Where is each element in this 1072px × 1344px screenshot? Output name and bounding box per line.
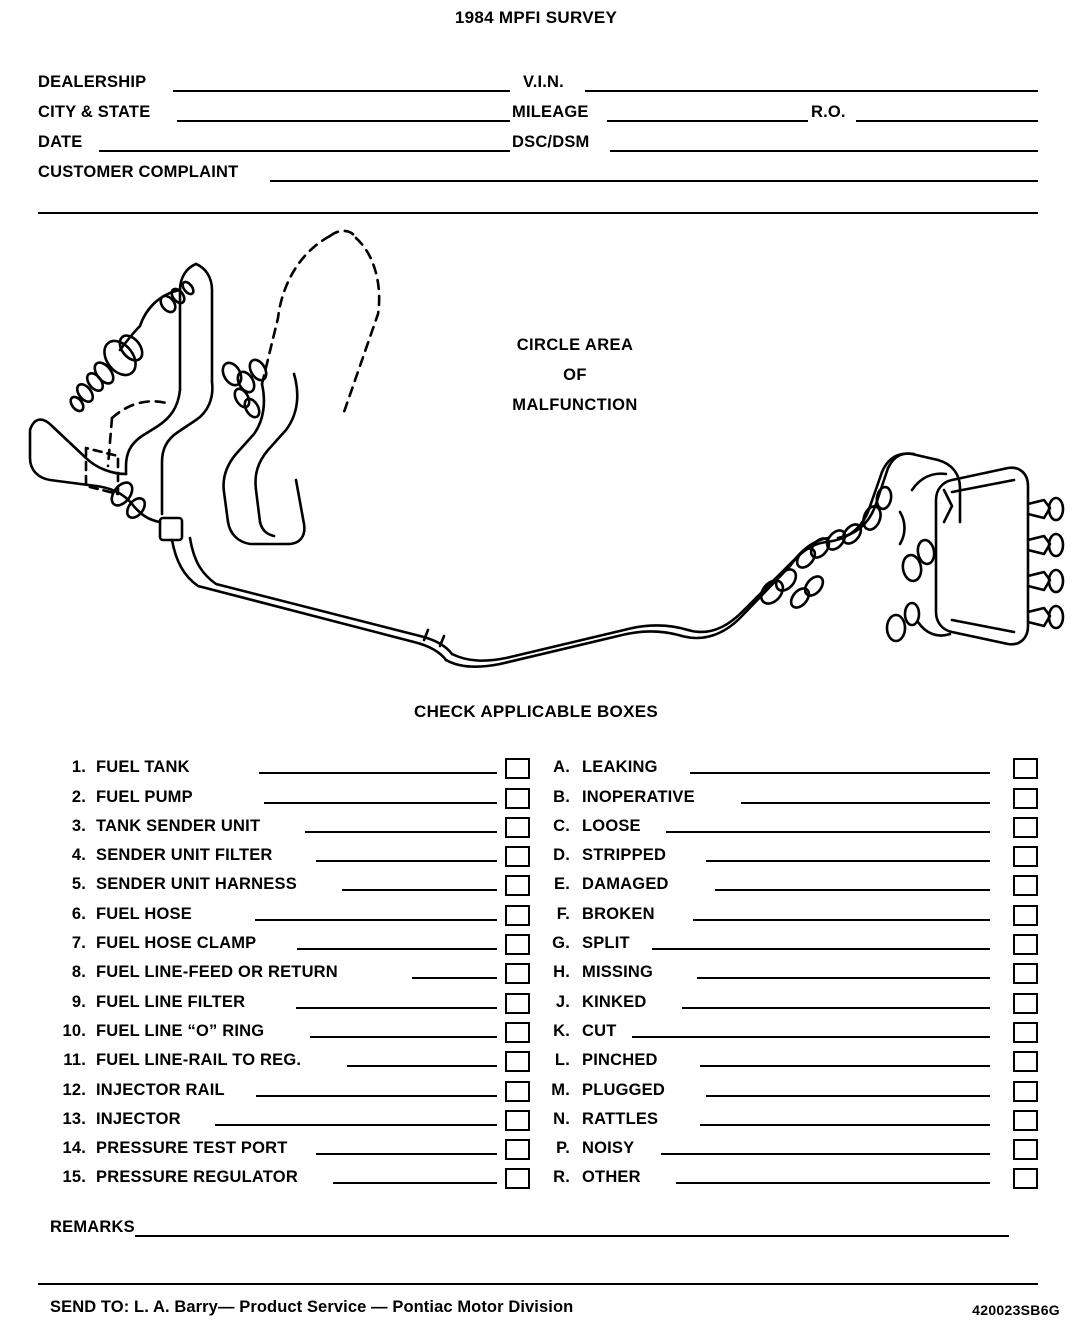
item-checkbox[interactable] [1013,1022,1038,1043]
checklist-item-condition-n[interactable] [542,1104,1038,1133]
item-fill-line[interactable] [259,772,497,774]
item-label: RATTLES [582,1109,659,1128]
item-fill-line[interactable] [682,1007,990,1009]
item-fill-line[interactable] [652,948,990,950]
item-number: 9. [71,992,86,1011]
item-checkbox[interactable] [505,934,530,955]
item-checkbox[interactable] [505,846,530,867]
item-fill-line[interactable] [661,1153,990,1155]
item-label: PLUGGED [582,1080,665,1099]
item-checkbox[interactable] [1013,1110,1038,1131]
check-applicable-boxes-heading: CHECK APPLICABLE BOXES [414,702,658,721]
item-number: K. [553,1021,570,1040]
item-checkbox[interactable] [1013,1168,1038,1189]
customer-complaint-second-line[interactable] [38,212,1038,214]
item-fill-line[interactable] [264,802,497,804]
item-number: A. [553,758,570,777]
checklist-item-component-8[interactable] [52,957,530,986]
item-number: 3. [71,816,86,835]
item-fill-line[interactable] [697,977,990,979]
item-label: FUEL LINE FILTER [96,992,246,1011]
date-input[interactable] [99,133,510,152]
item-fill-line[interactable] [676,1182,990,1184]
checklist-item-component-6[interactable] [52,898,530,927]
item-number: 15. [62,1168,86,1187]
item-label: STRIPPED [582,846,667,865]
item-label: INOPERATIVE [582,787,695,806]
item-label: NOISY [582,1139,635,1158]
item-checkbox[interactable] [505,905,530,926]
header-form [38,62,1038,182]
item-checkbox[interactable] [1013,905,1038,926]
item-checkbox[interactable] [1013,758,1038,779]
item-number: 4. [71,846,86,865]
checklist-item-component-15[interactable] [52,1162,530,1191]
item-checkbox[interactable] [505,1139,530,1160]
item-label: DAMAGED [582,875,669,894]
item-label: PINCHED [582,1051,658,1070]
dealership-input[interactable] [173,73,510,92]
item-fill-line[interactable] [741,802,990,804]
checklist-item-condition-h[interactable] [542,957,1038,986]
checklist-item-component-1[interactable] [52,752,530,781]
send-to-text: SEND TO: L. A. Barry— Product Service — Pontiac Motor Division [50,1298,574,1316]
item-fill-line[interactable] [316,1153,497,1155]
circle-note-line-1: CIRCLE AREA [516,336,634,354]
city-state-input[interactable] [177,103,510,122]
date-label: DATE [38,133,83,151]
header-row-city-mileage-ro [38,92,1038,122]
item-label: MISSING [582,963,654,982]
item-checkbox[interactable] [1013,1051,1038,1072]
checklist-item-condition-l[interactable] [542,1045,1038,1074]
checklist-item-condition-b[interactable] [542,781,1038,810]
item-fill-line[interactable] [412,977,497,979]
item-fill-line[interactable] [347,1065,497,1067]
remarks-second-line[interactable] [38,1283,1038,1285]
circle-note-line-3: MALFUNCTION [512,396,638,414]
checklist-item-component-9[interactable] [52,986,530,1015]
item-number: 5. [71,875,86,894]
item-checkbox[interactable] [1013,934,1038,955]
mileage-input[interactable] [607,103,808,122]
item-label: FUEL HOSE CLAMP [96,934,257,953]
item-checkbox[interactable] [505,788,530,809]
item-label: FUEL TANK [96,758,190,777]
checklist-item-component-4[interactable] [52,840,530,869]
item-label: SENDER UNIT FILTER [96,846,273,865]
city-state-label: CITY & STATE [38,103,151,121]
item-number: 13. [62,1109,86,1128]
remarks-input[interactable] [135,1218,1009,1237]
checklist-item-condition-a[interactable] [542,752,1038,781]
item-number: P. [556,1139,570,1158]
item-label: FUEL HOSE [96,904,192,923]
checklist-item-condition-f[interactable] [542,898,1038,927]
page-title: 1984 MPFI SURVEY [454,8,618,27]
checklist-item-condition-m[interactable] [542,1074,1038,1103]
item-label: PRESSURE REGULATOR [96,1168,298,1187]
item-label: PRESSURE TEST PORT [96,1139,288,1158]
conditions-column [542,752,1038,1191]
checklist-item-component-13[interactable] [52,1104,530,1133]
checklist-item-component-10[interactable] [52,1016,530,1045]
circle-note-line-2: OF [563,366,587,384]
item-checkbox[interactable] [505,1110,530,1131]
remarks-label: REMARKS [50,1218,135,1236]
item-fill-line[interactable] [700,1065,990,1067]
checklist-item-condition-r[interactable] [542,1162,1038,1191]
dsc-dsm-label: DSC/DSM [512,133,590,151]
item-number: 6. [71,904,86,923]
item-number: 7. [71,934,86,953]
item-fill-line[interactable] [316,860,497,862]
item-number: M. [551,1080,570,1099]
item-number: 14. [62,1139,86,1158]
item-number: 1. [71,758,86,777]
header-row-dealership-vin [38,62,1038,92]
item-fill-line[interactable] [297,948,497,950]
item-label: INJECTOR [96,1109,181,1128]
document-code: 420023SB6G [972,1302,1060,1318]
vin-label: V.I.N. [523,73,564,91]
ro-label: R.O. [811,103,846,121]
item-fill-line[interactable] [215,1124,497,1126]
dealership-label: DEALERSHIP [38,73,147,91]
checklist-item-component-2[interactable] [52,781,530,810]
item-checkbox[interactable] [1013,993,1038,1014]
item-label: SPLIT [582,934,630,953]
header-row-date-dsc [38,122,1038,152]
item-checkbox[interactable] [505,758,530,779]
item-fill-line[interactable] [632,1036,990,1038]
item-label: TANK SENDER UNIT [96,816,261,835]
item-fill-line[interactable] [693,919,990,921]
fuel-system-diagram-svg [0,222,1072,702]
item-label: BROKEN [582,904,655,923]
item-fill-line[interactable] [342,889,497,891]
item-number: F. [556,904,570,923]
checklist-item-condition-k[interactable] [542,1016,1038,1045]
item-number: G. [552,934,570,953]
item-checkbox[interactable] [1013,875,1038,896]
item-label: OTHER [582,1168,641,1187]
item-checkbox[interactable] [1013,788,1038,809]
item-checkbox[interactable] [505,817,530,838]
item-fill-line[interactable] [666,831,990,833]
components-column [52,752,530,1191]
item-fill-line[interactable] [700,1124,990,1126]
item-number: E. [554,875,570,894]
mileage-label: MILEAGE [512,103,589,121]
item-fill-line[interactable] [255,919,497,921]
item-checkbox[interactable] [505,1051,530,1072]
checklist-item-component-5[interactable] [52,869,530,898]
checklist-item-condition-j[interactable] [542,986,1038,1015]
checklists [0,752,1072,1192]
checklist-item-component-14[interactable] [52,1133,530,1162]
item-number: N. [553,1109,570,1128]
item-label: CUT [582,1021,617,1040]
item-number: 8. [71,963,86,982]
item-label: LEAKING [582,758,658,777]
dsc-dsm-input[interactable] [610,133,1038,152]
checklist-item-component-7[interactable] [52,928,530,957]
item-checkbox[interactable] [1013,817,1038,838]
customer-complaint-input[interactable] [270,163,1038,182]
item-number: 12. [62,1080,86,1099]
remarks-row [50,1218,1009,1237]
checklist-item-component-12[interactable] [52,1074,530,1103]
vin-input[interactable] [585,73,1038,92]
item-number: C. [553,816,570,835]
item-label: FUEL LINE-RAIL TO REG. [96,1051,302,1070]
item-number: D. [553,846,570,865]
item-label: FUEL PUMP [96,787,193,806]
item-number: L. [554,1051,570,1070]
item-label: LOOSE [582,816,641,835]
item-number: 10. [62,1021,86,1040]
item-number: B. [553,787,570,806]
item-checkbox[interactable] [505,993,530,1014]
circle-area-of-malfunction-note [430,330,720,420]
item-label: FUEL LINE “O” RING [96,1021,265,1040]
item-label: INJECTOR RAIL [96,1080,225,1099]
item-fill-line[interactable] [310,1036,497,1038]
checklist-item-condition-p[interactable] [542,1133,1038,1162]
customer-complaint-label: CUSTOMER COMPLAINT [38,163,239,181]
item-checkbox[interactable] [505,875,530,896]
item-label: KINKED [582,992,647,1011]
checklist-item-component-3[interactable] [52,811,530,840]
checklist-item-condition-d[interactable] [542,840,1038,869]
item-fill-line[interactable] [706,1095,990,1097]
checklist-item-component-11[interactable] [52,1045,530,1074]
checklist-item-condition-e[interactable] [542,869,1038,898]
item-fill-line[interactable] [256,1095,497,1097]
item-checkbox[interactable] [1013,963,1038,984]
item-fill-line[interactable] [296,1007,497,1009]
item-checkbox[interactable] [505,1022,530,1043]
item-fill-line[interactable] [333,1182,497,1184]
item-checkbox[interactable] [1013,1081,1038,1102]
item-number: 2. [71,787,86,806]
checklist-item-condition-c[interactable] [542,811,1038,840]
item-number: R. [553,1168,570,1187]
item-number: 11. [63,1051,86,1070]
item-fill-line[interactable] [305,831,497,833]
header-row-complaint [38,152,1038,182]
item-checkbox[interactable] [505,1081,530,1102]
item-label: FUEL LINE-FEED OR RETURN [96,963,338,982]
item-fill-line[interactable] [706,860,990,862]
item-number: H. [553,963,570,982]
item-label: SENDER UNIT HARNESS [96,875,297,894]
item-fill-line[interactable] [715,889,990,891]
ro-input[interactable] [856,103,1038,122]
item-checkbox[interactable] [1013,1139,1038,1160]
item-fill-line[interactable] [690,772,990,774]
checklist-item-condition-g[interactable] [542,928,1038,957]
item-checkbox[interactable] [1013,846,1038,867]
fuel-system-illustration [0,222,1072,702]
item-checkbox[interactable] [505,1168,530,1189]
item-checkbox[interactable] [505,963,530,984]
item-number: J. [555,992,570,1011]
